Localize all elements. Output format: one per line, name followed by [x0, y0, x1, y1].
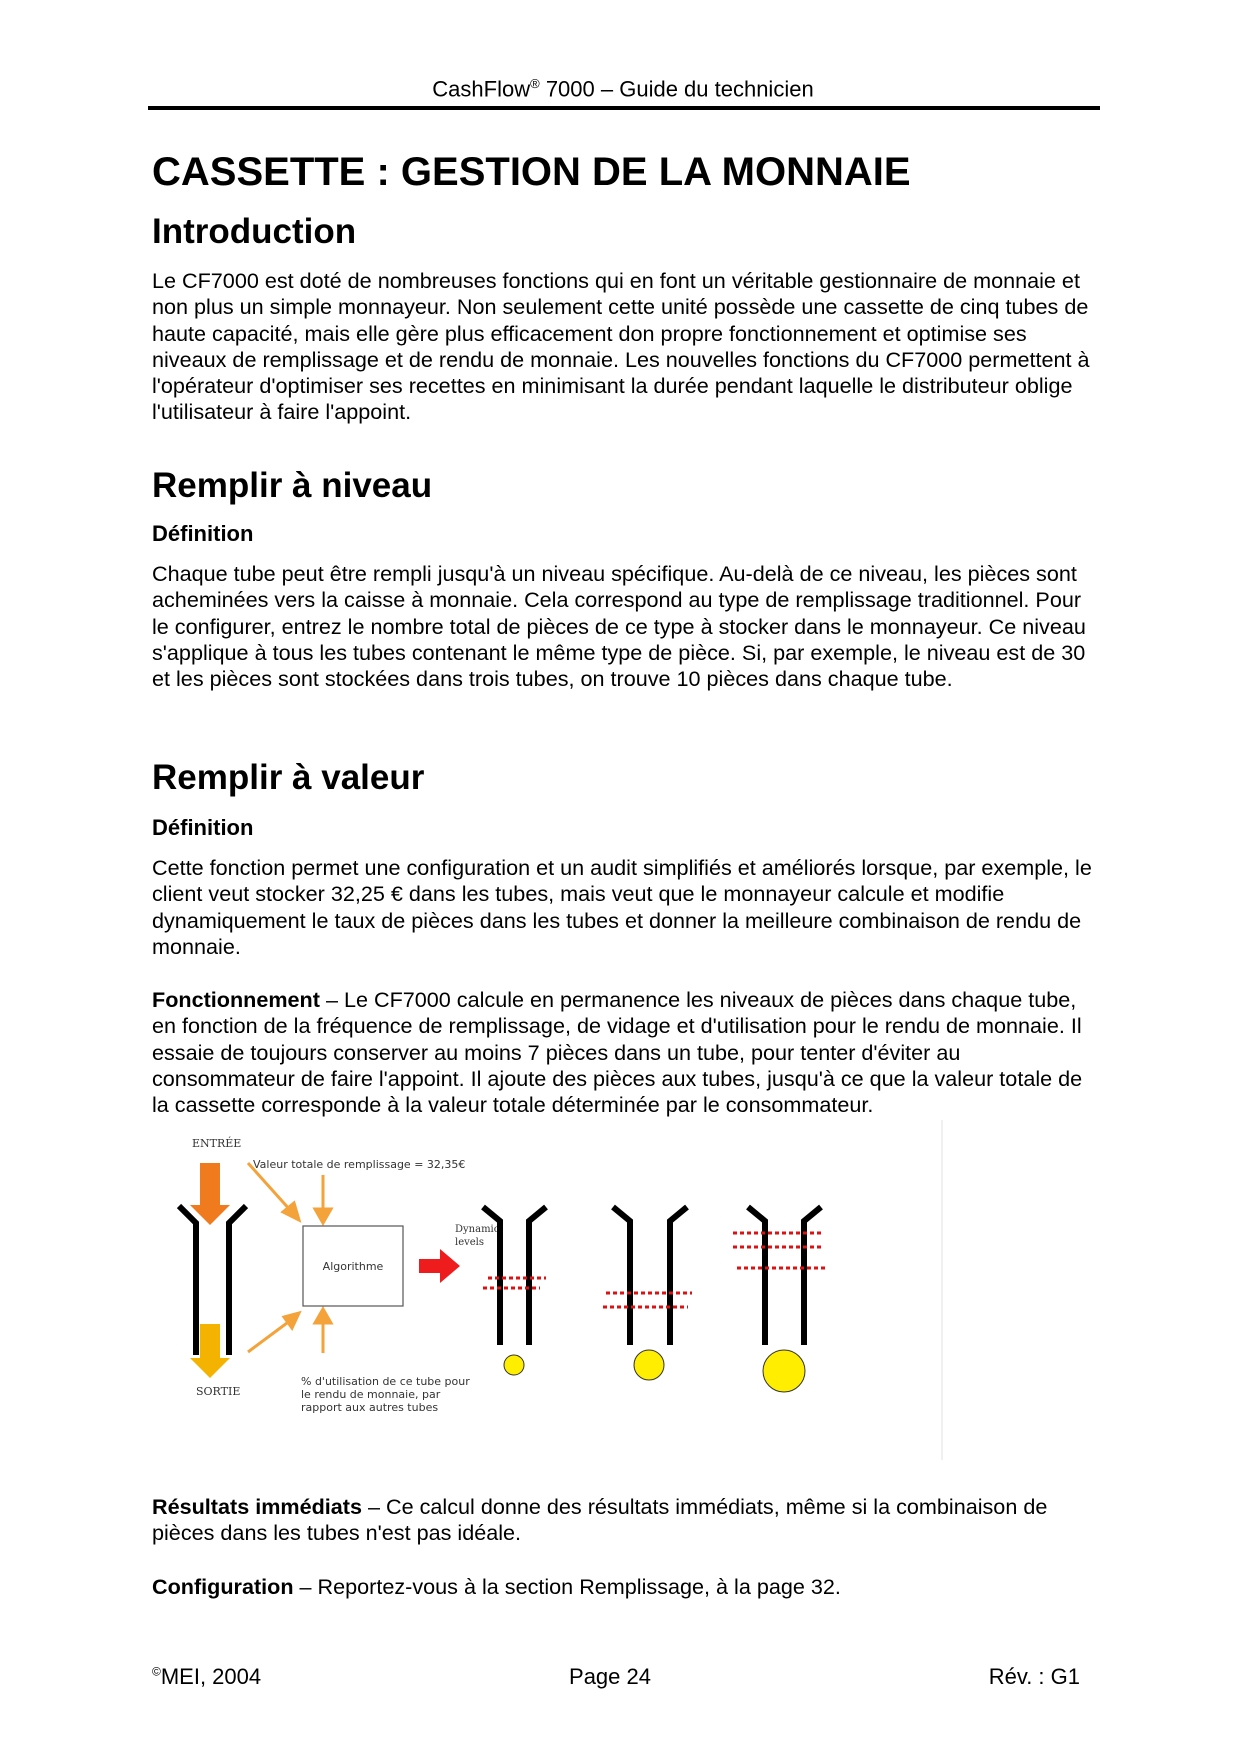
- fill-value-diagram: [170, 1120, 950, 1460]
- niveau-definition-label: Définition: [152, 521, 254, 546]
- footer-revision: Rév. : G1: [988, 1664, 1080, 1689]
- tube-mid-icon: [603, 1207, 692, 1380]
- usage-note-line3: rapport aux autres tubes: [301, 1401, 439, 1414]
- sortie-label: SORTIE: [196, 1385, 241, 1398]
- resultats-paragraph: [152, 1494, 1102, 1547]
- algorithm-label: Algorithme: [322, 1260, 384, 1273]
- copyright-text: MEI, 2004: [160, 1664, 262, 1689]
- fonctionnement-paragraph: [152, 987, 1102, 1118]
- running-header: [150, 76, 1096, 102]
- resultats-label: Résultats immédiats: [152, 1494, 363, 1519]
- niveau-paragraph: Chaque tube peut être rempli jusqu'à un niveau spécifique. Au-delà de ce niveau, les pièces sont acheminées vers la caisse à monnaie. Cela correspond au type de remplissage traditionnel. Pour le configurer, entrez le nombre total de pièces de ce type à stocker dans le monnayeur. Ce niveau s'applique à tous les tubes contenant le même type de pièce. Si, par exemple, le niveau est de 30 et les pièces sont stockées dans trois tubes, on trouve 10 pièces dans chaque tube.: [152, 561, 1086, 692]
- page-title: CASSETTE : GESTION DE LA MONNAIE: [152, 150, 911, 194]
- tube-high-icon: [733, 1207, 827, 1392]
- valeur-heading: Remplir à valeur: [152, 758, 425, 797]
- valeur-paragraph: Cette fonction permet une configuration et un audit simplifiés et améliorés lorsque, par exemple, le client veut stocker 32,25 € dans les tubes, mais veut que le monnayeur calcule et modifie dynamiquement le taux de pièces dans les tubes et donner la meilleure combinaison de rendu de monnaie.: [152, 855, 1092, 959]
- header-title-rest: 7000 – Guide du technicien: [539, 76, 814, 102]
- entree-arrow-icon: [190, 1163, 230, 1225]
- diagram-svg: [170, 1120, 950, 1460]
- fonctionnement-text: – Le CF7000 calcule en permanence les niveaux de pièces dans chaque tube, en fonction de la fréquence de remplissage, de vidage et d'utilisation pour le rendu de monnaie. Il essaie de toujours conserver au moins 7 pièces dans un tube, pour tenter d'éviter au consommateur de faire l'appoint. Il ajoute des pièces aux tubes, jusqu'à ce que la valeur totale de la cassette corresponde à la valeur totale déterminée par le consommateur.: [152, 987, 1083, 1118]
- copyright-mark: ©: [152, 1664, 161, 1679]
- configuration-label: Configuration: [152, 1574, 294, 1599]
- dynamic-levels-line2: levels: [455, 1237, 485, 1248]
- header-brand: CashFlow: [432, 76, 531, 102]
- resultats-text: – Ce calcul donne des résultats immédiats, même si la combinaison de pièces dans les tubes n'est pas idéale.: [152, 1494, 1048, 1546]
- usage-note-line2: le rendu de monnaie, par: [301, 1388, 441, 1401]
- intro-paragraph: Le CF7000 est doté de nombreuses fonctions qui en font un véritable gestionnaire de monnaie et non plus un simple monnayeur. Non seulement cette unité possède une cassette de cinq tubes de haute capacité, mais elle gère plus efficacement don propre fonctionnement et optimise ses niveaux de remplissage et de rendu de monnaie. Les nouvelles fonctions du CF7000 permettent à l'opérateur d'optimiser ses recettes en minimisant la durée pendant laquelle le distributeur oblige l'utilisateur à faire l'appoint.: [152, 268, 1090, 425]
- registered-mark: ®: [530, 76, 540, 91]
- dynamic-levels-arrow-icon: [419, 1249, 460, 1283]
- dynamic-levels-line1: Dynamic: [455, 1224, 500, 1235]
- fonctionnement-label: Fonctionnement: [152, 987, 320, 1012]
- intro-heading: Introduction: [152, 212, 357, 251]
- header-divider: [148, 106, 1100, 110]
- niveau-heading: Remplir à niveau: [152, 466, 433, 505]
- valeur-definition-label: Définition: [152, 815, 254, 840]
- configuration-text: – Reportez-vous à la section Remplissage, à la page 32.: [293, 1574, 841, 1599]
- fill-value-label: Valeur totale de remplissage = 32,35€: [253, 1158, 466, 1171]
- configuration-paragraph: [152, 1574, 1102, 1600]
- entree-label: ENTRÉE: [192, 1137, 242, 1150]
- footer-page-number: Page 24: [569, 1664, 651, 1689]
- usage-note-line1: % d'utilisation de ce tube pour: [301, 1375, 470, 1388]
